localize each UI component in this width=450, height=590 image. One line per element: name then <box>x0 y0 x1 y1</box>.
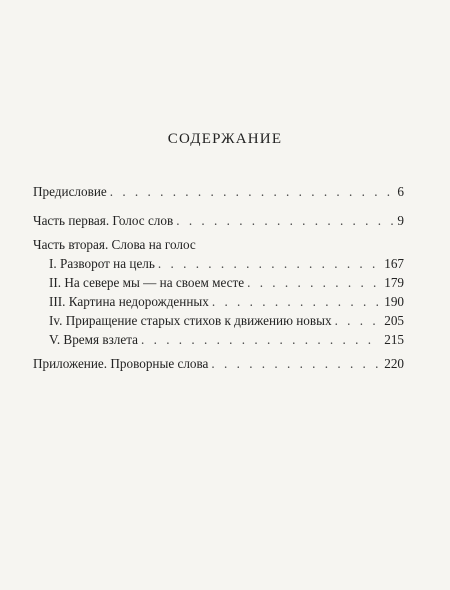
toc-entry-page: 179 <box>384 275 404 290</box>
toc-entry-label: III. Картина недорожденных <box>49 294 209 309</box>
toc-entry-label: Часть вторая. Слова на голос <box>33 237 196 252</box>
toc-entry-page: 9 <box>397 213 404 228</box>
toc-entry-chapter-3 <box>49 294 404 314</box>
toc-entry-page: 190 <box>384 294 404 309</box>
toc-entry-label: Часть первая. Голос слов <box>33 213 174 228</box>
leader-dots <box>335 313 382 329</box>
toc-entry-label: I. Разворот на цель <box>49 256 155 271</box>
leader-dots <box>247 275 381 291</box>
toc-entry-chapter-2 <box>49 275 404 295</box>
toc-entry-chapter-4 <box>49 313 404 333</box>
toc-entry-label: II. На севере мы — на своем месте <box>49 275 245 290</box>
toc-entry-label: Предисловие <box>33 184 107 199</box>
toc-entry-appendix <box>33 356 404 376</box>
leader-dots <box>211 356 381 372</box>
toc-entry-chapter-5 <box>49 332 404 352</box>
leader-dots <box>110 184 395 200</box>
leader-dots <box>176 213 394 229</box>
leader-dots <box>158 256 381 272</box>
toc-entry-chapter-1 <box>49 256 404 276</box>
toc-entry-label: Приложение. Проворные слова <box>33 356 209 371</box>
toc-entry-page: 205 <box>384 313 404 328</box>
toc-entry-preface <box>33 184 404 204</box>
toc-entry-label: Iv. Приращение старых стихов к движению новых <box>49 313 332 328</box>
toc-entry-label: V. Время взлета <box>49 332 139 347</box>
toc-entry-page: 215 <box>384 332 404 347</box>
leader-dots <box>141 332 381 348</box>
toc-entry-part-two <box>33 237 404 257</box>
toc-entry-page: 167 <box>384 256 404 271</box>
toc-entry-page: 220 <box>384 356 404 371</box>
toc-entry-part-one <box>33 213 404 233</box>
toc-title: СОДЕРЖАНИЕ <box>167 131 283 147</box>
leader-dots <box>212 294 381 310</box>
toc-entry-page: 6 <box>397 184 404 199</box>
